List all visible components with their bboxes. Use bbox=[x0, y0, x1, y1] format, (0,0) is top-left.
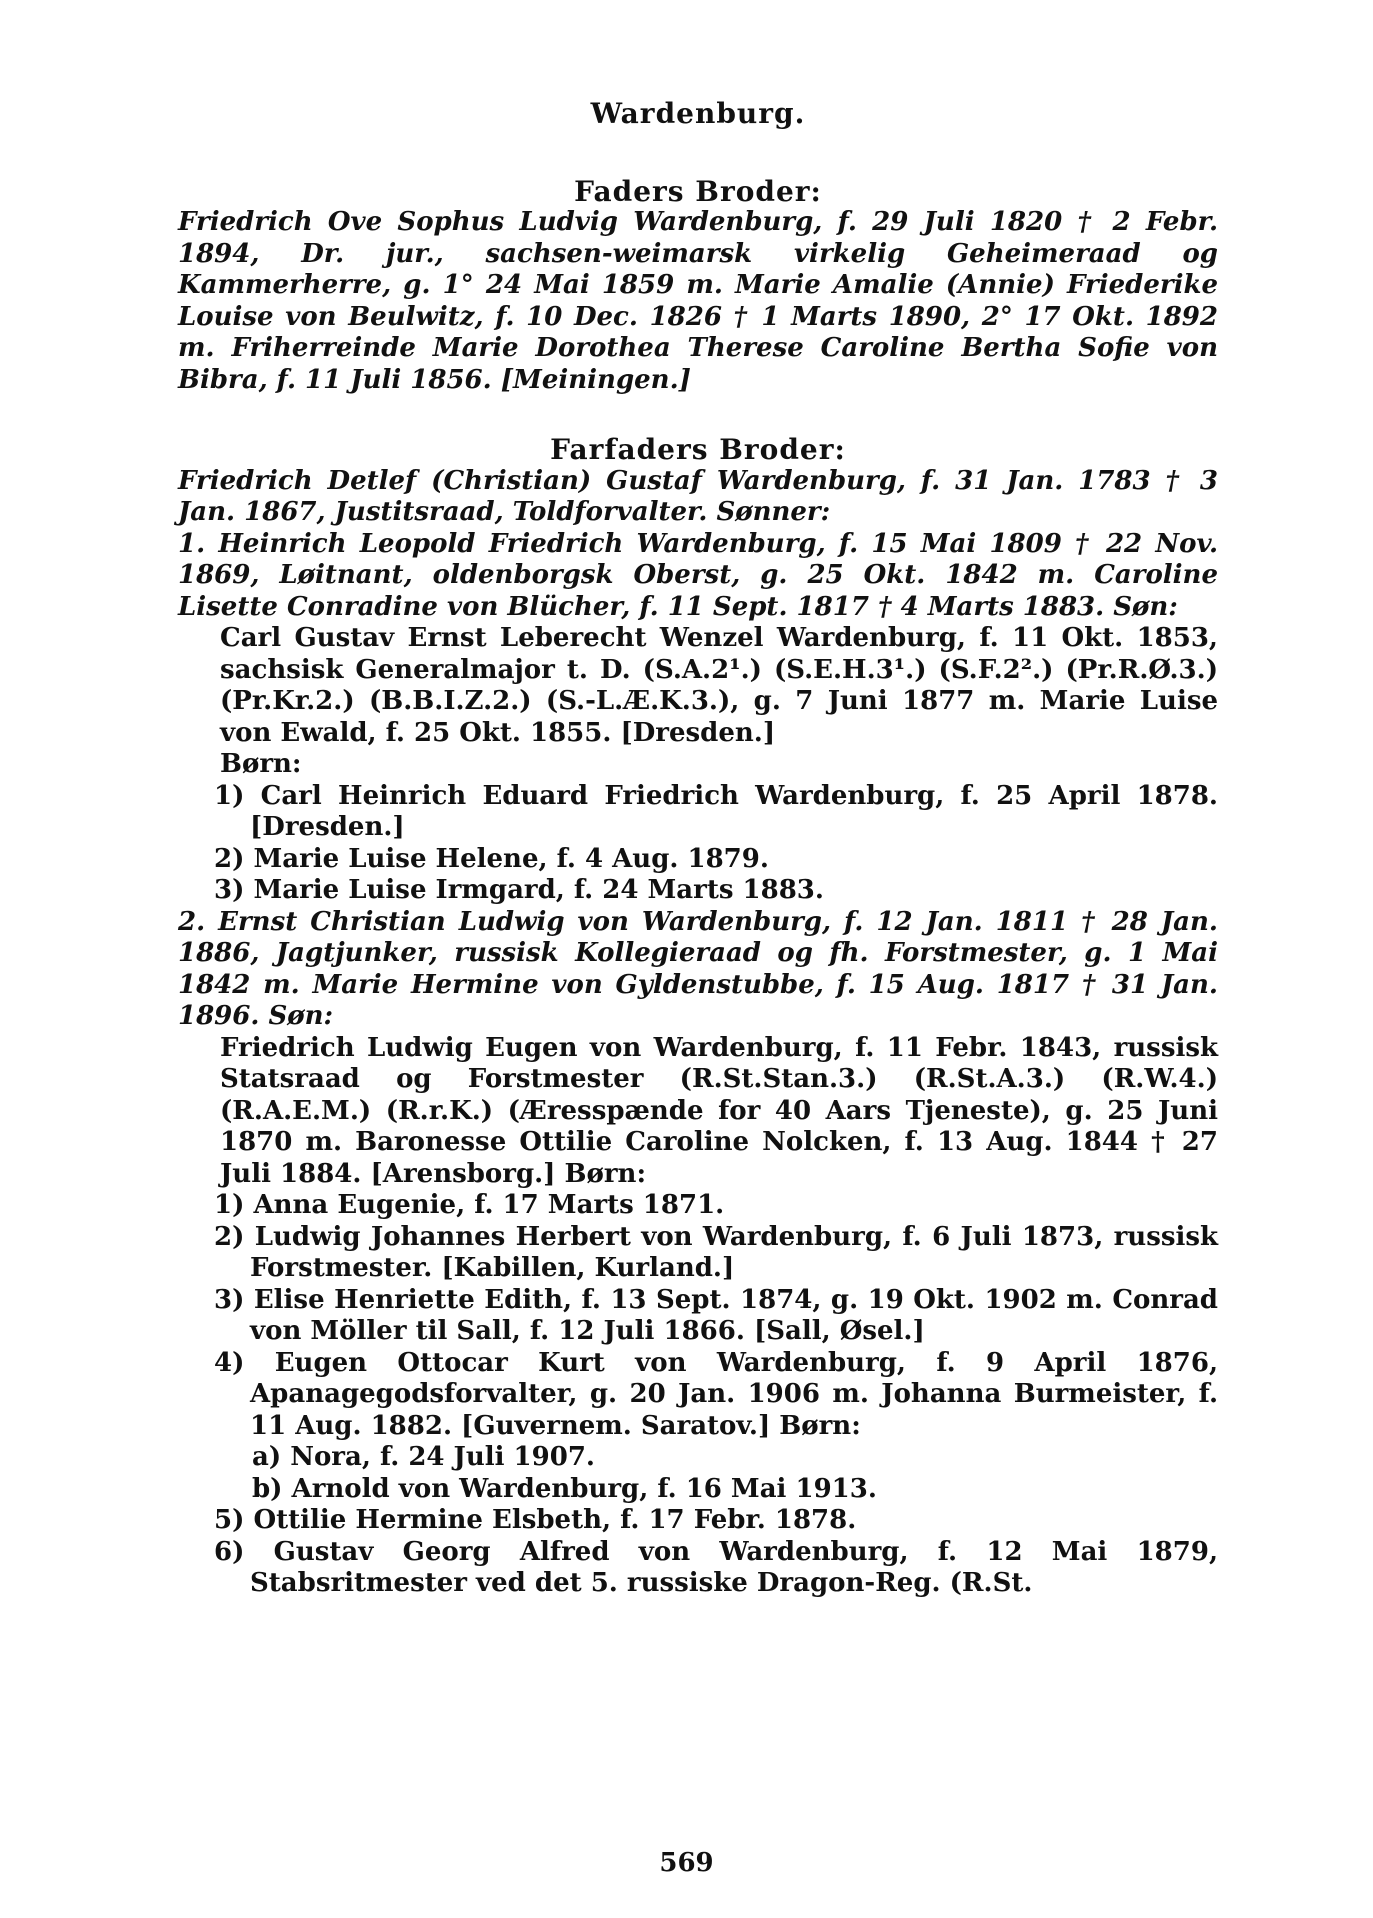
list-item: 2) Marie Luise Helene, f. 4 Aug. 1879. bbox=[214, 843, 769, 874]
list-item: a) Nora, f. 24 Juli 1907. bbox=[252, 1442, 595, 1472]
list-item: b) Arnold von Wardenburg, f. 16 Mai 1913. bbox=[252, 1473, 877, 1504]
son-2-child-entry: Friedrich Ludwig Eugen von Wardenburg, f. 11 Febr. 1843, russisk Statsraad og Forstmester (R.St.Stan.3.) (R.St.A.3.) (R.W.4.) (R.A.E.M.) (R.r.K.) (Æresspænde for 40 Aars Tjeneste), g. 25 Juni 1870 m. Baronesse Ottilie Caroline Nolcken, f. 13 Aug. 1844 † 27 Juli 1884. [Arensborg.] Børn: bbox=[220, 1032, 1218, 1189]
section-heading-fathers-brother: Faders Broder: bbox=[574, 174, 822, 208]
list-item: 5) Ottilie Hermine Elsbeth, f. 17 Febr. 1878. bbox=[214, 1505, 857, 1535]
list-item: 1) Anna Eugenie, f. 17 Marts 1871. bbox=[214, 1190, 725, 1220]
son-1-children-label: Børn: bbox=[220, 749, 302, 779]
list-item: 3) Elise Henriette Edith, f. 13 Sept. 1874, g. 19 Okt. 1902 m. Conrad von Möller til Sall, f. 12 Juli 1866. [Sall, Øsel.] bbox=[214, 1284, 1218, 1346]
list-item: 2) Ludwig Johannes Herbert von Wardenburg, f. 6 Juli 1873, russisk Forstmester. [Kabillen, Kurland.] bbox=[214, 1221, 1218, 1283]
section-heading-grandfathers-brother: Farfaders Broder: bbox=[550, 433, 846, 466]
list-item: 3) Marie Luise Irmgard, f. 24 Marts 1883. bbox=[214, 875, 824, 905]
son-2-entry: 2. Ernst Christian Ludwig von Wardenburg, f. 12 Jan. 1811 † 28 Jan. 1886, Jagtjunker, russisk Kollegieraad og fh. Forstmester, g. 1 Mai 1842 m. Marie Hermine von Gyldenstubbe, f. 15 Aug. 1817 † 31 Jan. 1896. Søn: bbox=[178, 906, 1218, 1031]
grandfathers-brother-entry: Friedrich Detlef (Christian) Gustaf Wardenburg, f. 31 Jan. 1783 † 3 Jan. 1867, Justitsraad, Toldforvalter. Sønner: bbox=[178, 465, 1218, 527]
list-item: 1) Carl Heinrich Eduard Friedrich Wardenburg, f. 25 April 1878. [Dresden.] bbox=[214, 780, 1218, 842]
son-1-entry: 1. Heinrich Leopold Friedrich Wardenburg, f. 15 Mai 1809 † 22 Nov. 1869, Løitnant, oldenborgsk Oberst, g. 25 Okt. 1842 m. Caroline Lisette Conradine von Blücher, f. 11 Sept. 1817 † 4 Marts 1883. Søn: bbox=[178, 528, 1218, 622]
list-item: 4) Eugen Ottocar Kurt von Wardenburg, f. 9 April 1876, Apanagegodsforvalter, g. 20 Jan. 1906 m. Johanna Burmeister, f. 11 Aug. 1882. [Guvernem. Saratov.] Børn: bbox=[214, 1347, 1218, 1441]
page-title: Wardenburg. bbox=[590, 97, 806, 130]
list-item: 6) Gustav Georg Alfred von Wardenburg, f. 12 Mai 1879, Stabsritmester ved det 5. russiske Dragon-Reg. (R.St. bbox=[214, 1536, 1218, 1598]
page-number: 569 bbox=[659, 1848, 714, 1878]
page-content bbox=[178, 98, 1218, 1600]
section-gap bbox=[178, 396, 1218, 434]
son-1-child-entry: Carl Gustav Ernst Leberecht Wenzel Wardenburg, f. 11 Okt. 1853, sachsisk Generalmajor t. D. (S.A.2¹.) (S.E.H.3¹.) (S.F.2².) (Pr.R.Ø.3.) (Pr.Kr.2.) (B.B.I.Z.2.) (S.-L.Æ.K.3.), g. 7 Juni 1877 m. Marie Luise von Ewald, f. 25 Okt. 1855. [Dresden.] bbox=[220, 623, 1218, 748]
fathers-brother-entry: Friedrich Ove Sophus Ludvig Wardenburg, f. 29 Juli 1820 † 2 Febr. 1894, Dr. jur., sachsen-weimarsk virkelig Geheimeraad og Kammerherre, g. 1° 24 Mai 1859 m. Marie Amalie (Annie) Friederike Louise von Beulwitz, f. 10 Dec. 1826 † 1 Marts 1890, 2° 17 Okt. 1892 m. Friherreinde Marie Dorothea Therese Caroline Bertha Sofie von Bibra, f. 11 Juli 1856. [Meiningen.] bbox=[178, 207, 1218, 395]
